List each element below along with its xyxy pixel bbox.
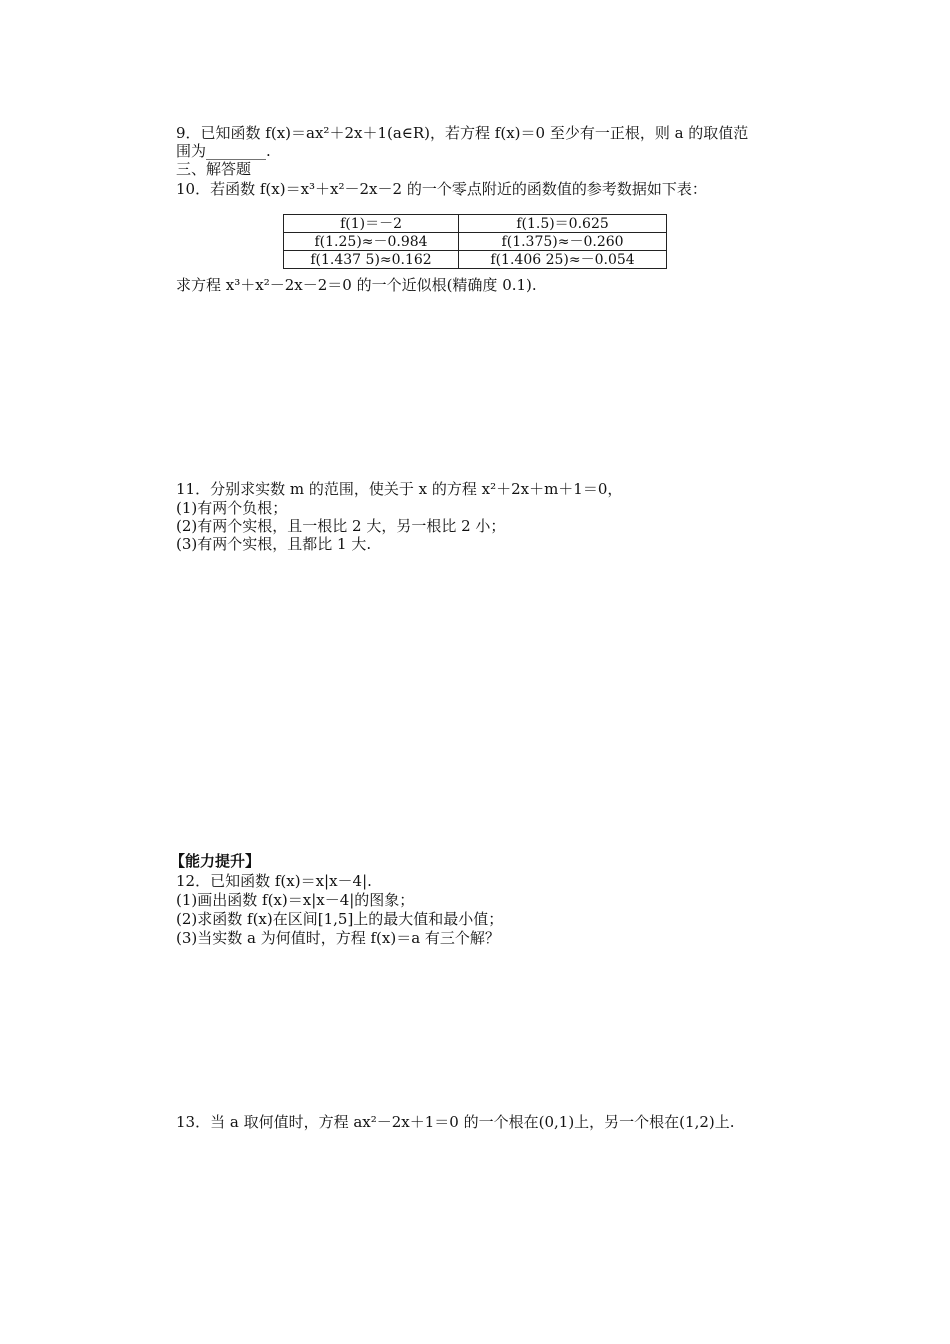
- q11-stem: 11．分别求实数 m 的范围，使关于 x 的方程 x²＋2x＋m＋1＝0，: [176, 480, 623, 498]
- table-cell: f(1.5)＝0.625: [459, 215, 667, 233]
- q11-part2: (2)有两个实根，且一根比 2 大，另一根比 2 小；: [176, 517, 506, 535]
- table-row: [284, 215, 667, 233]
- q10-stem: 10．若函数 f(x)＝x³＋x²－2x－2 的一个零点附近的函数值的参考数据如下表：: [176, 180, 707, 198]
- table-cell: f(1.406 25)≈－0.054: [459, 251, 667, 269]
- q9-line2: 围为________.: [176, 142, 271, 160]
- table-cell: f(1.25)≈－0.984: [284, 233, 459, 251]
- q10-ask: 求方程 x³＋x²－2x－2＝0 的一个近似根(精确度 0.1).: [176, 276, 537, 294]
- table-cell: f(1.375)≈－0.260: [459, 233, 667, 251]
- reference-value-table: [283, 214, 667, 269]
- q12-part2: (2)求函数 f(x)在区间[1,5]上的最大值和最小值；: [176, 910, 504, 928]
- q12-part3: (3)当实数 a 为何值时，方程 f(x)＝a 有三个解？: [176, 929, 500, 947]
- q11-part3: (3)有两个实根，且都比 1 大.: [176, 535, 372, 553]
- table-row: [284, 251, 667, 269]
- q9-line1: 9．已知函数 f(x)＝ax²＋2x＋1(a∈R)，若方程 f(x)＝0 至少有一正根，则 a 的取值范: [176, 124, 749, 142]
- q13-stem: 13．当 a 取何值时，方程 ax²－2x＋1＝0 的一个根在(0,1)上，另一个根在(1,2)上.: [176, 1113, 735, 1131]
- q12-stem: 12．已知函数 f(x)＝x|x－4|.: [176, 872, 372, 890]
- table-cell: f(1.437 5)≈0.162: [284, 251, 459, 269]
- table-cell: f(1)＝－2: [284, 215, 459, 233]
- section-heading: 三、解答题: [176, 160, 252, 178]
- ability-heading: 【能力提升】: [170, 852, 261, 870]
- q11-part1: (1)有两个负根；: [176, 499, 288, 517]
- q12-part1: (1)画出函数 f(x)＝x|x－4|的图象；: [176, 891, 415, 909]
- table-row: [284, 233, 667, 251]
